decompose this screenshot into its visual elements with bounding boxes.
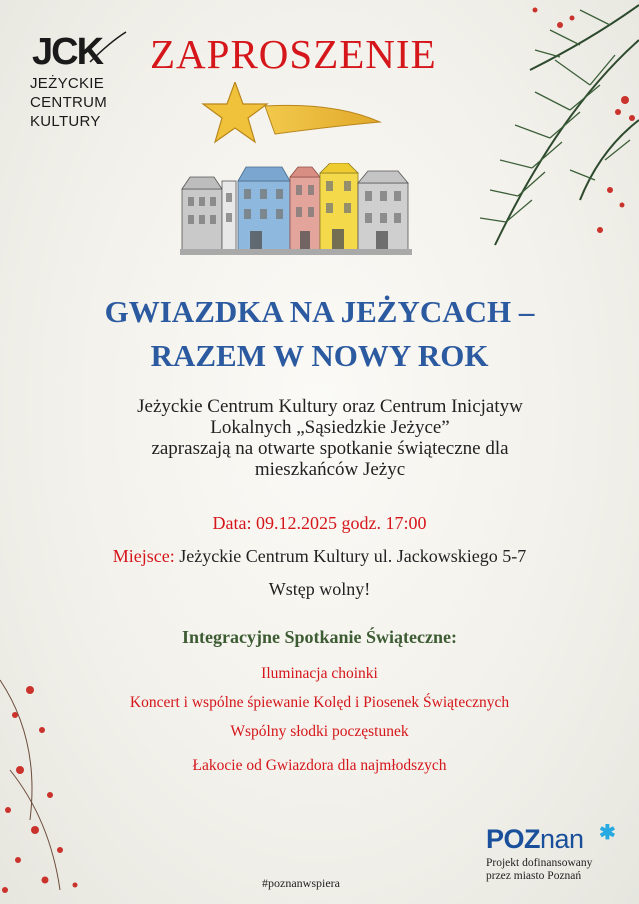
poznan-logo-rest: nan <box>540 824 584 854</box>
place-label: Miejsce: <box>112 546 175 566</box>
logo-line: JEŻYCKIE <box>30 75 105 92</box>
logo-line: KULTURY <box>30 113 101 130</box>
intro-line: mieszkańców Jeżyc <box>254 459 406 480</box>
event-headline <box>0 290 639 378</box>
sponsor-line: Projekt dofinansowany <box>486 857 593 869</box>
intro-line: zapraszają na otwarte spotkanie świąteczne dla <box>151 438 509 459</box>
jck-logo <box>30 30 140 131</box>
entry-info: Wstęp wolny! <box>268 579 371 599</box>
hashtag: #poznanwspiera <box>262 876 340 890</box>
sponsor-text <box>486 857 592 883</box>
headline-line: GWIAZDKA NA JEŻYCACH – <box>104 294 535 329</box>
logo-line: CENTRUM <box>30 94 108 111</box>
sponsor-line: przez miasto Poznań <box>486 870 582 882</box>
poznan-sponsor <box>486 822 616 883</box>
poznan-logo-main: POZ <box>486 824 541 854</box>
program-item: Łakocie od Gwiazdora dla najmłodszych <box>192 757 447 774</box>
jck-logo-text <box>30 74 140 131</box>
program-item: Koncert i wspólne śpiewanie Kolęd i Piosenek Świątecznych <box>129 694 510 711</box>
program-item: Iluminacja choinki <box>261 665 378 682</box>
star-icon <box>195 82 395 162</box>
asterisk-icon: ✱ <box>599 822 616 844</box>
program-item: Wspólny słodki poczęstunek <box>230 723 409 740</box>
intro-line: Jeżyckie Centrum Kultury oraz Centrum Inicjatyw <box>137 396 523 417</box>
program-heading: Integracyjne Spotkanie Świąteczne: <box>182 627 457 647</box>
intro-paragraph <box>80 396 580 480</box>
pine-branch-decoration <box>440 0 639 260</box>
page-title: ZAPROSZENIE <box>150 31 437 77</box>
event-place <box>0 546 639 567</box>
headline-line: RAZEM W NOWY ROK <box>150 338 489 373</box>
jck-logo-mark <box>30 30 130 70</box>
poznan-logo <box>486 822 616 855</box>
event-date: Data: 09.12.2025 godz. 17:00 <box>212 513 427 533</box>
svg-text:JCK: JCK <box>32 31 103 70</box>
place-value: Jeżyckie Centrum Kultury ul. Jackowskiego 5-7 <box>179 546 527 566</box>
intro-line: Lokalnych „Sąsiedzkie Jeżyce” <box>210 417 450 438</box>
houses-illustration <box>180 163 412 255</box>
